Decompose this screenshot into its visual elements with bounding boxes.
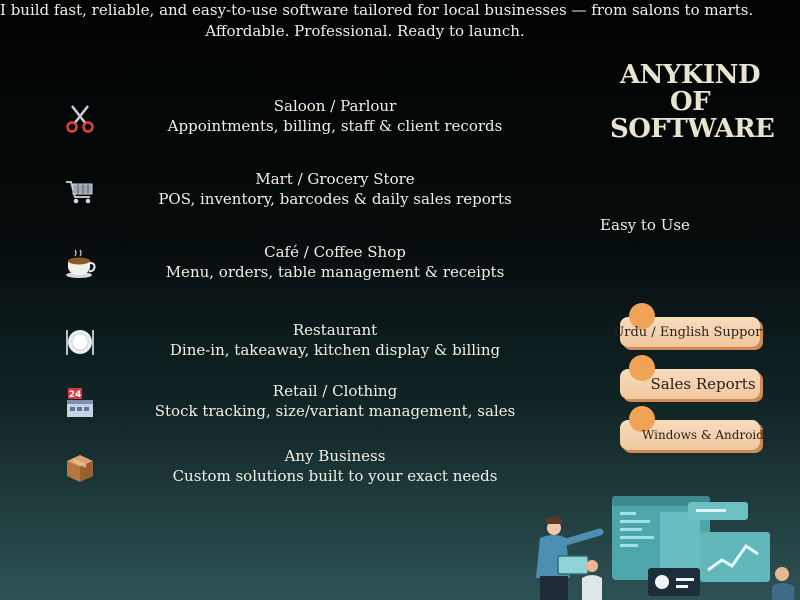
feature-pill-reports [620, 369, 760, 399]
service-title: Saloon / Parlour [273, 97, 397, 115]
service-title: Restaurant [292, 321, 378, 339]
service-mart [50, 169, 530, 213]
service-desc: POS, inventory, barcodes & daily sales reports [158, 190, 512, 208]
service-desc: Custom solutions built to your exact needs [172, 467, 498, 485]
feature-heading: Easy to Use [600, 216, 690, 234]
developer-illustration [510, 490, 800, 600]
intro-text [0, 0, 754, 42]
service-restaurant [50, 320, 530, 364]
package-icon [64, 452, 96, 484]
service-desc: Dine-in, takeaway, kitchen display & billing [169, 341, 501, 359]
brand-line-1: ANYKIND [619, 60, 761, 90]
intro-line-1: I build fast, reliable, and easy-to-use software tailored for local businesses — from salons to marts. [0, 1, 754, 19]
feature-label: Sales Reports [650, 375, 756, 393]
shopping-cart-icon [64, 175, 96, 207]
service-title: Café / Coffee Shop [264, 243, 406, 261]
coffee-cup-icon [64, 248, 96, 280]
brand-line-3: SOFTWARE [610, 114, 775, 144]
brand-line-2: OF [669, 87, 711, 117]
service-title: Mart / Grocery Store [255, 170, 415, 188]
service-retail [50, 381, 530, 425]
service-desc: Appointments, billing, staff & client records [167, 117, 503, 135]
service-saloon [50, 96, 530, 140]
service-desc: Stock tracking, size/variant management, sales [154, 402, 516, 420]
feature-label: Urdu / English Support [613, 324, 767, 340]
service-title: Any Business [284, 447, 386, 465]
feature-label: Windows & Android [642, 428, 764, 442]
brand-logo [610, 60, 775, 144]
feature-pill-platforms [620, 420, 764, 450]
service-cafe [50, 242, 530, 286]
store-badge-text: 24 [68, 390, 82, 400]
plate-cutlery-icon [64, 326, 96, 358]
service-title: Retail / Clothing [272, 382, 398, 400]
intro-line-2: Affordable. Professional. Ready to launch. [205, 22, 525, 40]
scissors-icon [64, 102, 96, 134]
service-desc: Menu, orders, table management & receipts [165, 263, 505, 281]
service-any-business [50, 446, 530, 490]
feature-pill-language [613, 317, 767, 347]
store-24-icon [64, 387, 96, 419]
